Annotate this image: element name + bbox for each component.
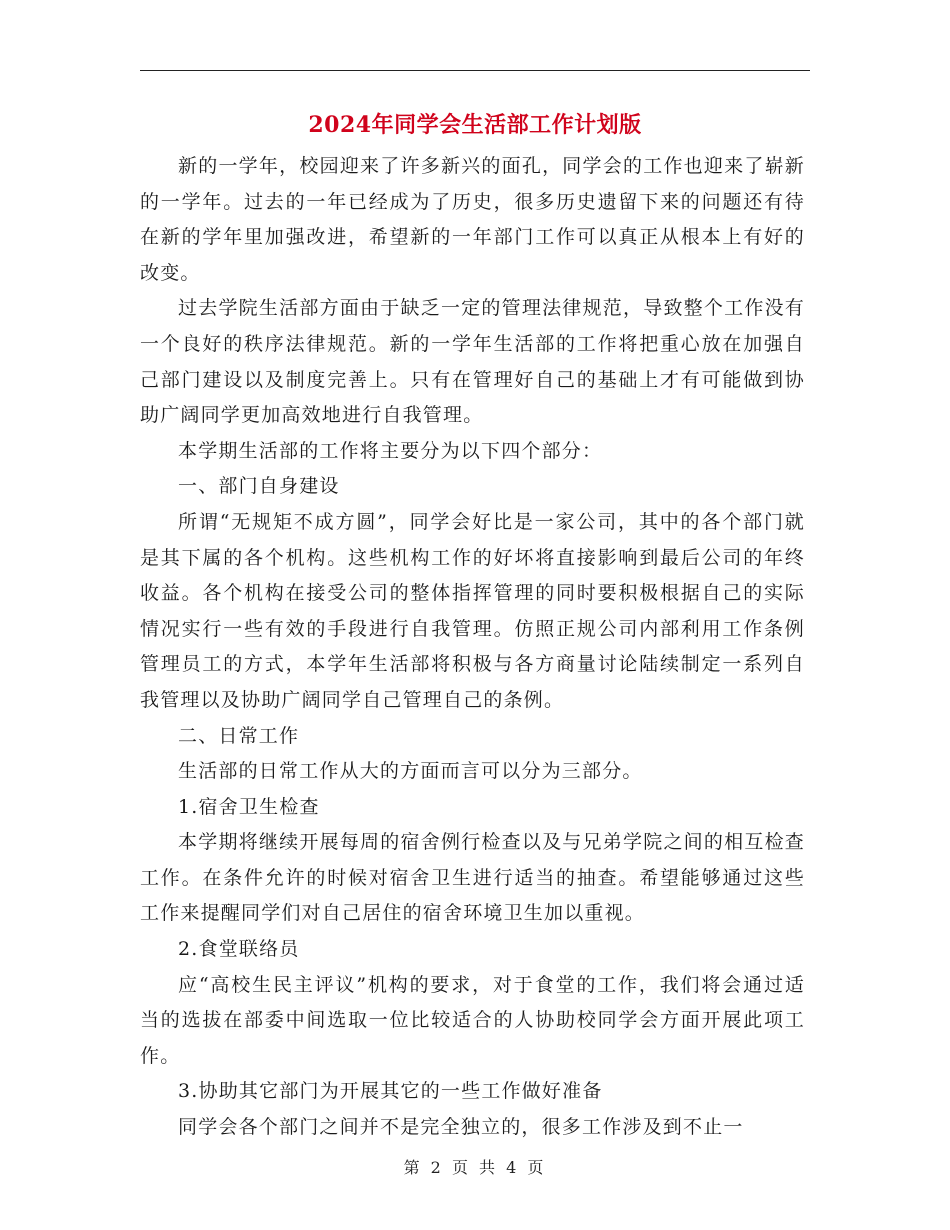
paragraph-assist-departments: 同学会各个部门之间并不是完全独立的，很多工作涉及到不止一 bbox=[178, 1116, 744, 1139]
paragraph-overview: 本学期生活部的工作将主要分为以下四个部分： bbox=[178, 439, 603, 462]
subheading-dorm-check: 1.宿舍卫生检查 bbox=[178, 795, 320, 818]
paragraph-intro: 新的一学年，校园迎来了许多新兴的面孔，同学会的工作也迎来了崭新的一学年。过去的一年已经成为了历史，很多历史遗留下来的问题还有待在新的学年里加强改进，希望新的一年部门工作可以真正从根本上有好的改变。 bbox=[140, 155, 805, 284]
section-heading-2: 二、日常工作 bbox=[178, 724, 300, 747]
document-title: 2024年同学会生活部工作计划版 bbox=[308, 112, 642, 138]
paragraph-background: 过去学院生活部方面由于缺乏一定的管理法律规范，导致整个工作没有一个良好的秩序法律规范。新的一学年生活部的工作将把重心放在加强自己部门建设以及制度完善上。只有在管理好自己的基础上才有可能做到协助广阔同学更加高效地进行自我管理。 bbox=[140, 297, 805, 427]
paragraph-dorm-check: 本学期将继续开展每周的宿舍例行检查以及与兄弟学院之间的相互检查工作。在条件允许的时候对宿舍卫生进行适当的抽查。希望能够通过这些工作来提醒同学们对自己居住的宿舍环境卫生加以重视。 bbox=[140, 831, 805, 925]
document-body bbox=[140, 149, 805, 1146]
page-footer: 第 2 页 共 4 页 bbox=[403, 1158, 547, 1177]
paragraph-section-2: 生活部的日常工作从大的方面而言可以分为三部分。 bbox=[178, 760, 643, 783]
paragraph-canteen-liaison: 应“高校生民主评议”机构的要求，对于食堂的工作，我们将会通过适当的选拔在部委中间选取一位比较适合的人协助校同学会方面开展此项工作。 bbox=[140, 973, 805, 1067]
section-heading-1: 一、部门自身建设 bbox=[178, 475, 340, 498]
subheading-canteen-liaison: 2.食堂联络员 bbox=[178, 938, 300, 961]
subheading-assist-departments: 3.协助其它部门为开展其它的一些工作做好准备 bbox=[178, 1080, 603, 1103]
header-rule bbox=[140, 70, 810, 71]
paragraph-section-1: 所谓“无规矩不成方圆”，同学会好比是一家公司，其中的各个部门就是其下属的各个机构。这些机构工作的好坏将直接影响到最后公司的年终收益。各个机构在接受公司的整体指挥管理的同时要积极根据自己的实际情况实行一些有效的手段进行自我管理。仿照正规公司内部利用工作条例管理员工的方式，本学年生活部将积极与各方商量讨论陆续制定一系列自我管理以及协助广阔同学自己管理自己的条例。 bbox=[140, 510, 805, 711]
